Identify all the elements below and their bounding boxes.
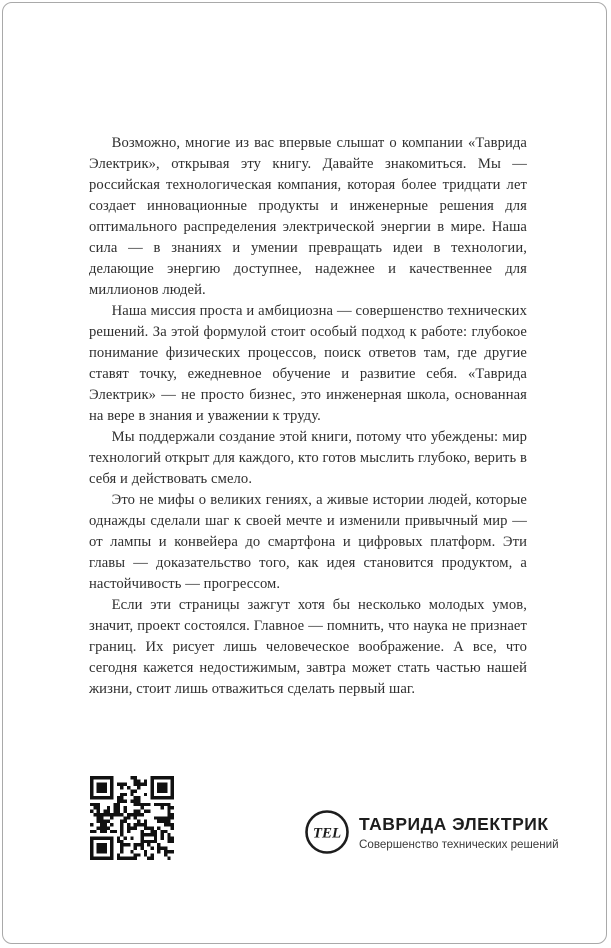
paragraph: Наша миссия проста и амбициозна — совершенство технических решений. За этой формулой стоит особый подход к работе: глубокое понимание физических процессов, поиск ответов там, где другие ставят точку, ежедневное обучение и развитие себя. «Таврида Электрик» — не просто бизнес, это инженерная школа, основанная на вере в знания и уважении к труду. [89,303,527,424]
logo-monogram: TEL [312,825,342,842]
paragraph: Возможно, многие из вас впервые слышат о компании «Таврида Электрик», открывая эту книгу. Давайте знакомиться. Мы — российская технологическая компания, которая более тридцати лет создает инновационные продукты и инженерные решения для оптимального распределения электрической энергии в мире. Наша сила — в знаниях и умении превращать идеи в технологии, делающие энергию доступнее, надежнее и качественнее для миллионов людей. [89,135,527,298]
company-logo [304,809,559,855]
qr-code-svg [90,776,174,860]
book-page [2,2,607,944]
body-text [89,133,527,700]
brand-text-block [359,814,559,851]
brand-tagline: Совершенство технических решений [359,837,559,851]
paragraph: Мы поддержали создание этой книги, потому что убеждены: мир технологий открыт для каждого, кто готов мыслить глубоко, верить в себя и действовать смело. [89,429,527,487]
brand-name: ТАВРИДА ЭЛЕКТРИК [359,813,549,834]
qr-code [90,776,174,860]
paragraph: Если эти страницы зажгут хотя бы несколько молодых умов, значит, проект состоялся. Главное — помнить, что наука не признает границ. Их рисует лишь человеческое воображение. А все, что сегодня кажется недостижимым, завтра может стать частью нашей жизни, стоит лишь отважиться сделать первый шаг. [89,597,527,697]
tel-logo-icon [304,809,350,855]
paragraph: Это не мифы о великих гениях, а живые истории людей, которые однажды сделали шаг к своей мечте и изменили привычный мир — от лампы и конвейера до смартфона и цифровых платформ. Эти главы — доказательство того, как идея становится продуктом, а настойчивость — прогрессом. [89,492,527,592]
